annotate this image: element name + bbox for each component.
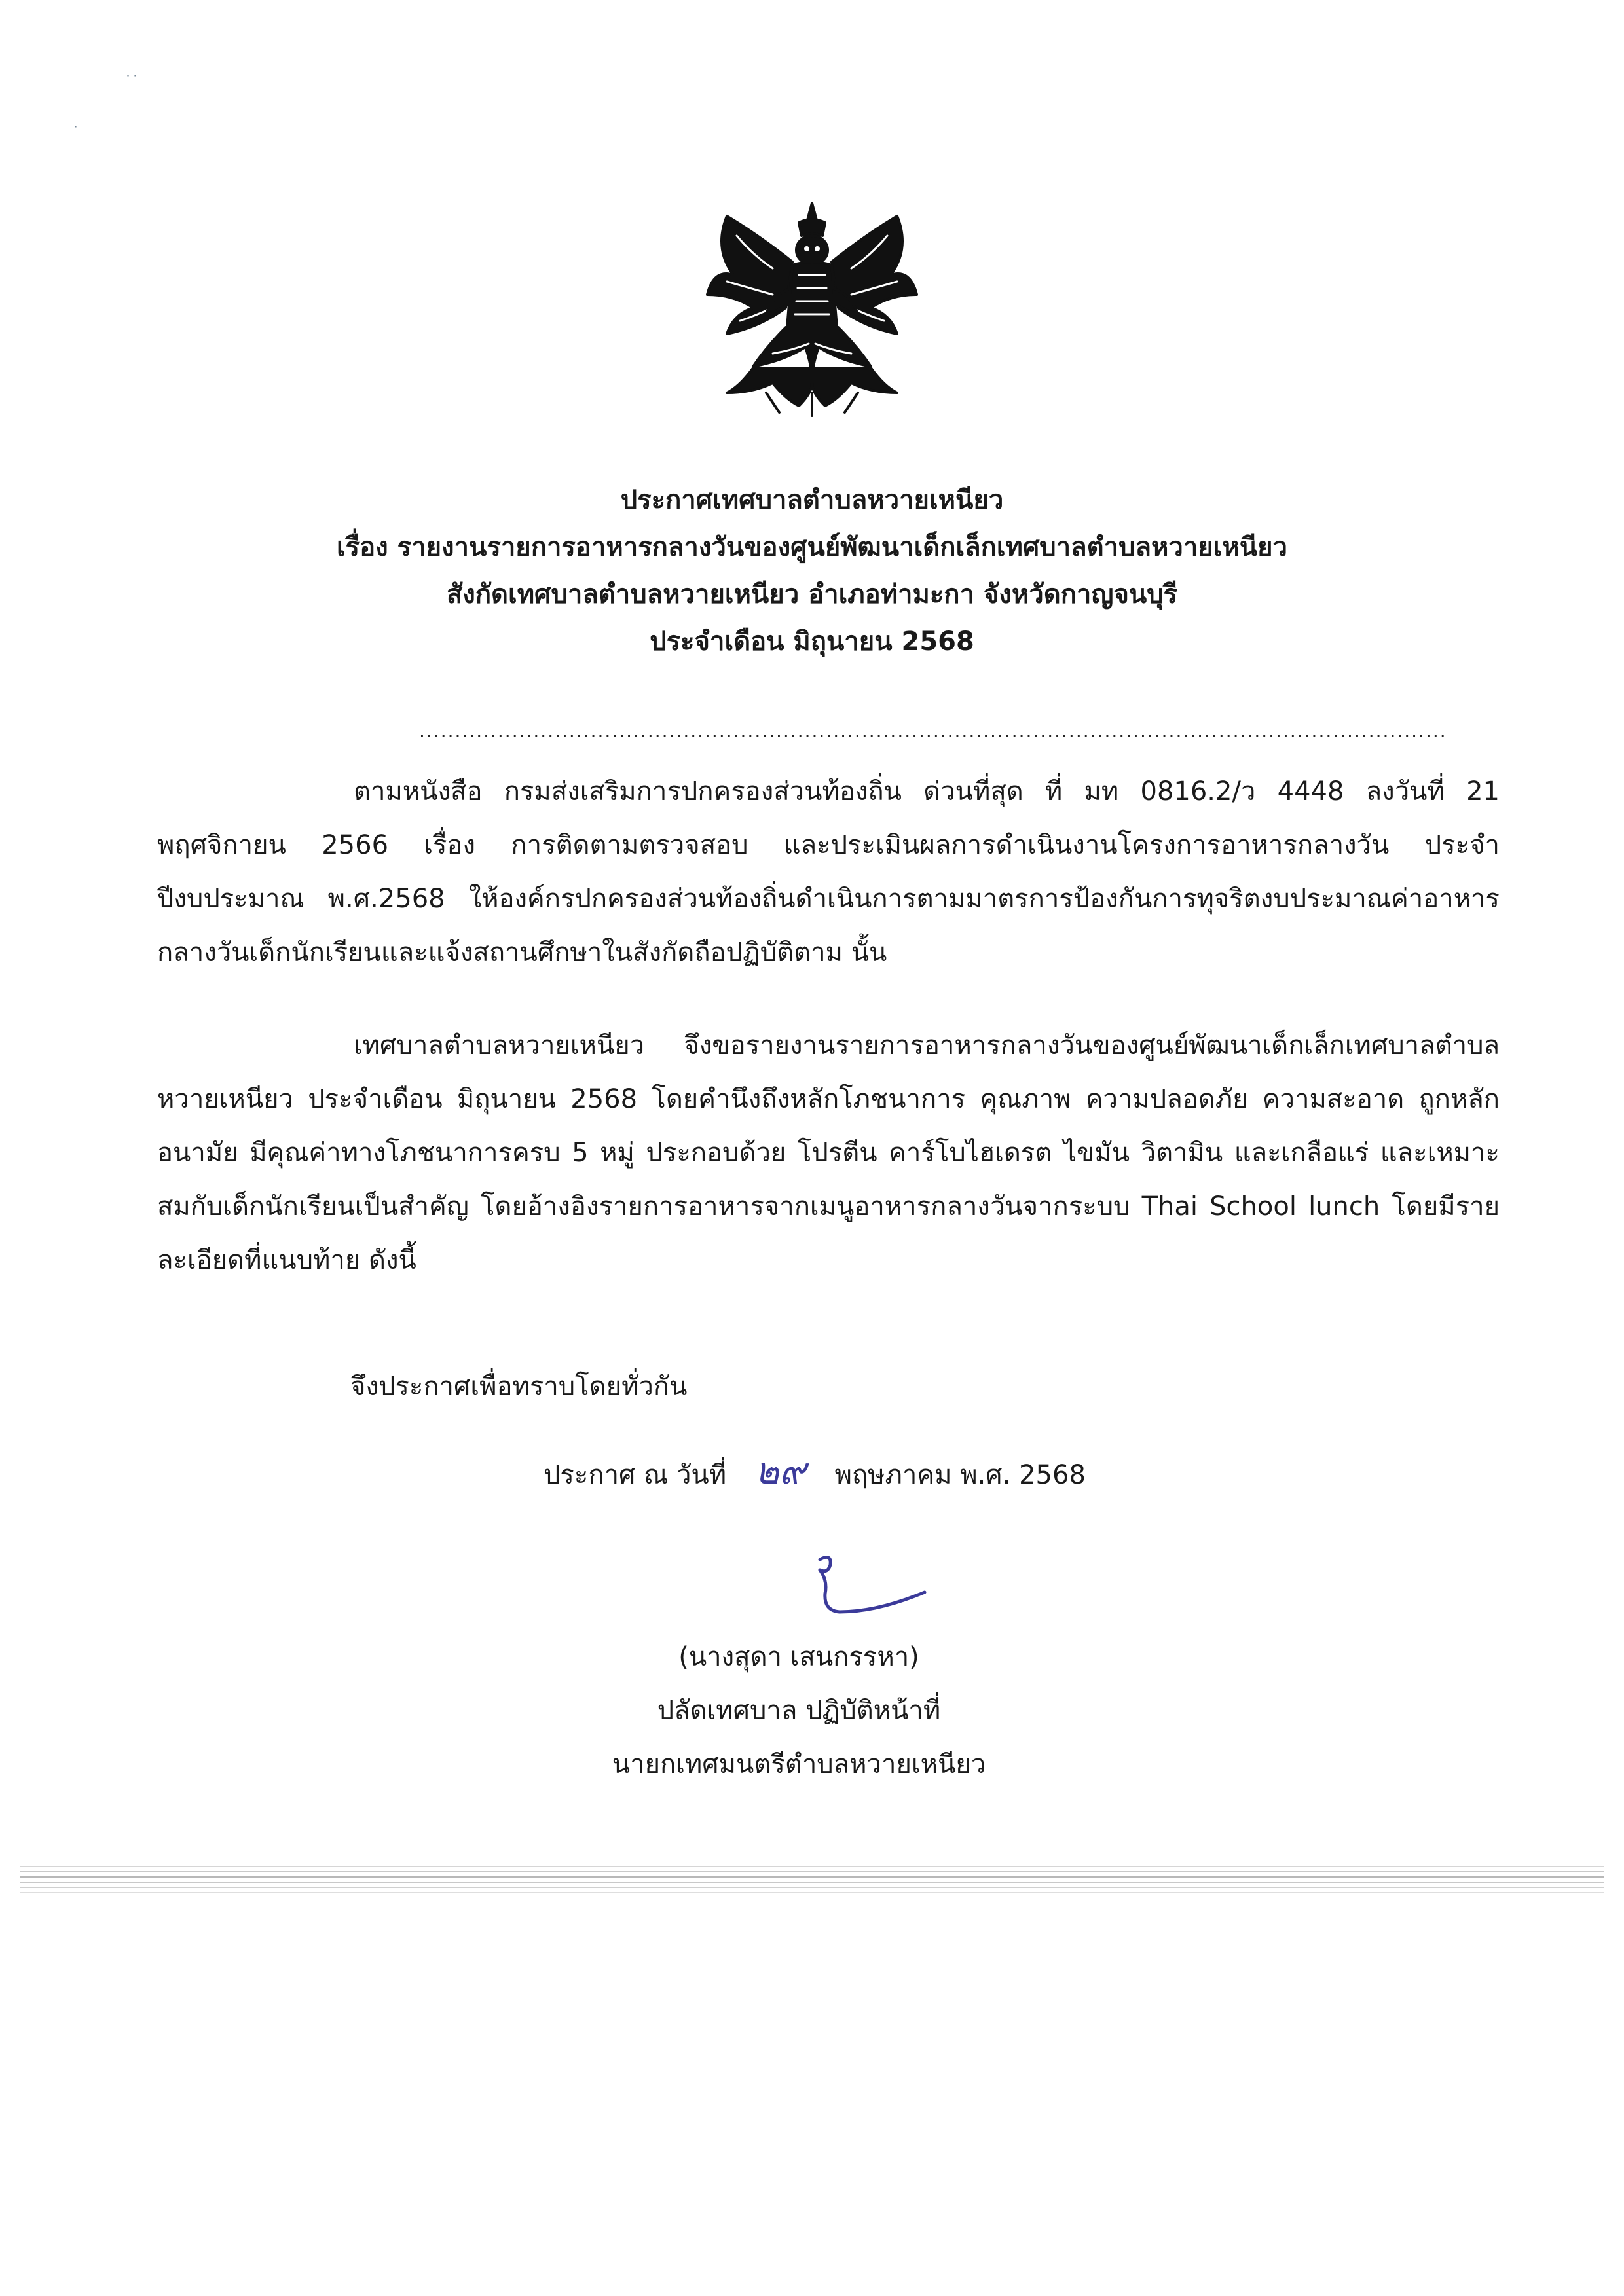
signatory-block bbox=[550, 1630, 1048, 1791]
header-period: ประจำเดือน มิถุนายน 2568 bbox=[650, 627, 974, 657]
header-issuer: ประกาศเทศบาลตำบลหวายเหนียว bbox=[620, 485, 1004, 515]
signatory-position: ปลัดเทศบาล ปฏิบัติหน้าที่ bbox=[657, 1696, 941, 1726]
signatory-acting-position: นายกเทศมนตรีตำบลหวายเหนียว bbox=[612, 1749, 986, 1779]
body-paragraph-reference: ตามหนังสือ กรมส่งเสริมการปกครองส่วนท้องถิ่น ด่วนที่สุด ที่ มท 0816.2/ว 4448 ลงวันที่ 21 พฤศจิกายน 2566 เรื่อง การติดตามตรวจสอบ และประเมินผลการดำเนินงานโครงการอาหารกลางวัน ประจำปีงบประมาณ พ.ศ.2568 ให้องค์กรปกครองส่วนท้องถิ่นดำเนินการตามมาตรการป้องกันการทุจริตงบประมาณค่าอาหารกลางวันเด็กนักเรียนและแจ้งสถานศึกษาในสังกัดถือปฏิบัติตาม นั้น bbox=[157, 776, 1500, 968]
scan-speck: ˙ bbox=[72, 124, 79, 141]
scan-artifact-lines bbox=[20, 1863, 1604, 1903]
handwritten-signature bbox=[805, 1550, 936, 1622]
scan-speck: ˙˙ bbox=[124, 73, 139, 90]
signatory-name: (นางสุดา เสนกรรหา) bbox=[678, 1642, 919, 1672]
garuda-emblem-icon bbox=[688, 196, 936, 419]
dateline-prefix: ประกาศ ณ วันที่ bbox=[544, 1460, 727, 1490]
body-paragraph-report: เทศบาลตำบลหวายเหนียว จึงขอรายงานรายการอาหารกลางวันของศูนย์พัฒนาเด็กเล็กเทศบาลตำบลหวายเหนียว ประจำเดือน มิถุนายน 2568 โดยคำนึงถึงหลักโภชนาการ คุณภาพ ความปลอดภัย ความสะอาด ถูกหลักอนามัย มีคุณค่าทางโภชนาการครบ 5 หมู่ ประกอบด้วย โปรตีน คาร์โบไฮเดรต ไขมัน วิตามิน และเกลือแร่ และเหมาะสมกับเด็กนักเรียนเป็นสำคัญ โดยอ้างอิงรายการอาหารจากเมนูอาหารกลางวันจากระบบ Thai School lunch โดยมีรายละเอียดที่แนบท้าย ดังนี้ bbox=[157, 1030, 1500, 1275]
header-subject: เรื่อง รายงานรายการอาหารกลางวันของศูนย์พัฒนาเด็กเล็กเทศบาลตำบลหวายเหนียว bbox=[336, 532, 1287, 562]
dateline-day-handwritten: ๒๙ bbox=[754, 1450, 806, 1493]
announcement-dateline bbox=[544, 1452, 1086, 1495]
announcement-header bbox=[157, 477, 1467, 665]
closing-statement: จึงประกาศเพื่อทราบโดยทั่วกัน bbox=[350, 1372, 688, 1402]
header-affiliation: สังกัดเทศบาลตำบลหวายเหนียว อำเภอท่ามะกา จังหวัดกาญจนบุรี bbox=[446, 579, 1178, 610]
dotted-divider: ................................................................................................................................................ bbox=[419, 720, 1447, 742]
dateline-suffix: พฤษภาคม พ.ศ. 2568 bbox=[834, 1460, 1086, 1490]
